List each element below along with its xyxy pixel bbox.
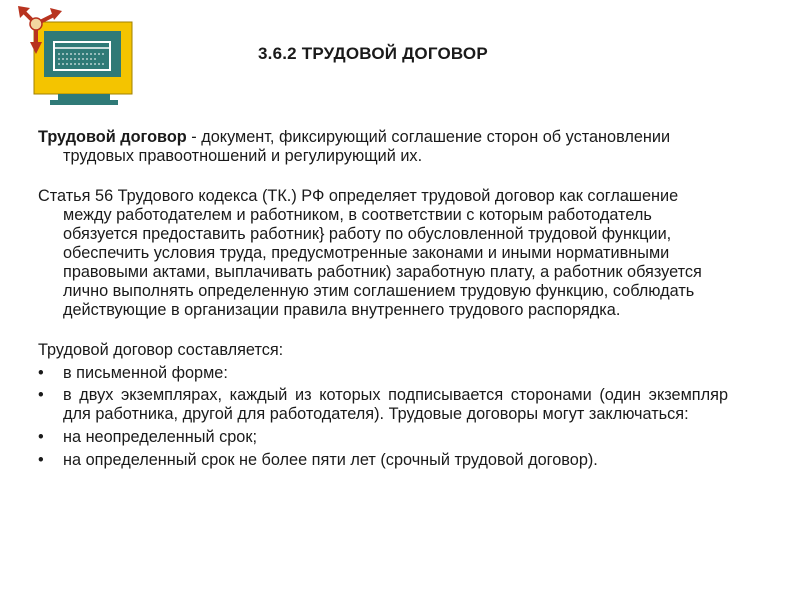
list-item-text: на неопределенный срок; [63, 428, 258, 446]
bullet-icon: • [38, 386, 44, 404]
definition-text: - документ, фиксирующий соглашение сторон об установлении трудовых правоотношений и регулирующий их. [63, 128, 671, 165]
bullet-icon: • [38, 451, 44, 469]
list-item [38, 428, 728, 447]
list-item [38, 386, 728, 424]
list-item [38, 364, 728, 383]
definition-term: Трудовой договор [38, 128, 187, 146]
bullet-icon: • [38, 364, 44, 382]
list-item-text: в двух экземплярах, каждый из которых подписывается сторонами (один экземпляр для работника, другой для работодателя). Трудовые договоры могут заключаться: [63, 386, 728, 423]
list-intro: Трудовой договор составляется: [38, 341, 284, 359]
article-paragraph: Статья 56 Трудового кодекса (ТК.) РФ определяет трудовой договор как соглашение между работодателем и работником, в соответствии с которым работодатель обязуется предоставить работник} работу по обусловленной трудовой функции, обеспечить условия труда, предусмотренные законами и иными нормативными правовыми актами, выплачивать работник) заработную плату, а работник обязуется лично выполнять определенную этим соглашением трудовую функцию, соблюдать действующие в организации правила внутреннего трудового распорядка. [38, 187, 702, 319]
document-body [38, 128, 728, 470]
definition-paragraph [38, 128, 728, 166]
list-item-text: в письменной форме: [63, 364, 228, 382]
list-item [38, 451, 728, 470]
list-item-text: на определенный срок не более пяти лет (срочный трудовой договор). [63, 451, 598, 469]
computer-monitor-with-arrows-icon [18, 4, 136, 108]
bullet-icon: • [38, 428, 44, 446]
page-title: 3.6.2 ТРУДОВОЙ ДОГОВОР [258, 44, 488, 63]
requirements-list [38, 364, 728, 470]
